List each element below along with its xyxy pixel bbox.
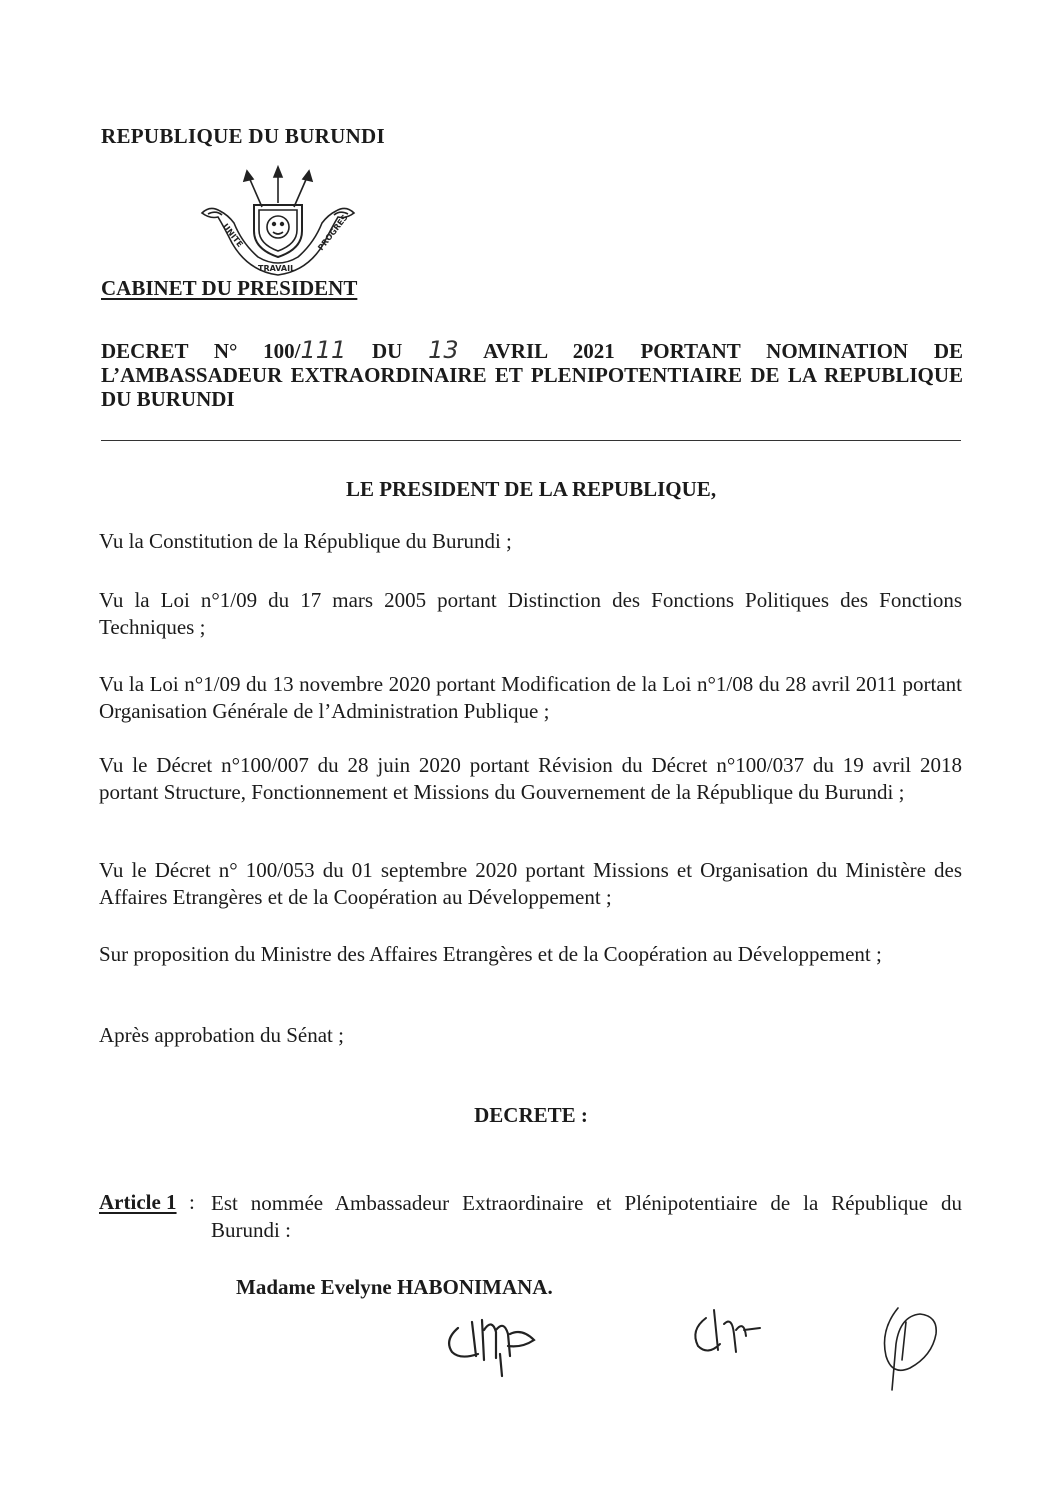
article-1-colon: : bbox=[189, 1190, 195, 1214]
decree-number-handwritten: 111 bbox=[300, 336, 347, 364]
consideration-2: Vu la Loi n°1/09 du 17 mars 2005 portant Distinction des Fonctions Politiques des Fonctions Techniques ; bbox=[99, 588, 962, 639]
article-1-text: Est nommée Ambassadeur Extraordinaire et Plénipotentiaire de la République du Burundi : bbox=[211, 1191, 962, 1242]
consideration-5: Vu le Décret n° 100/053 du 01 septembre 2020 portant Missions et Organisation du Ministère des Affaires Etrangères et de la Coopération au Développement ; bbox=[99, 858, 962, 909]
decree-title bbox=[101, 338, 963, 411]
decrete-heading: DECRETE : bbox=[474, 1103, 588, 1127]
motto-unite: UNITE bbox=[220, 222, 245, 249]
signature-3-icon bbox=[870, 1300, 946, 1396]
motto-progres: PROGRES bbox=[316, 213, 350, 253]
cabinet-heading: CABINET DU PRESIDENT bbox=[101, 276, 358, 300]
consideration-3: Vu la Loi n°1/09 du 13 novembre 2020 portant Modification de la Loi n°1/08 du 28 avril 2011 portant Organisation Générale de l’Administration Publique ; bbox=[99, 672, 962, 723]
title-divider bbox=[101, 440, 961, 441]
decree-title-suffix: AVRIL 2021 PORTANT NOMINATION DE L’AMBASSADEUR EXTRAORDINAIRE ET PLENIPOTENTIAIRE DE LA REPUBLIQUE DU BURUNDI bbox=[101, 339, 963, 411]
coat-of-arms-icon bbox=[198, 165, 358, 283]
motto-travail: TRAVAIL bbox=[258, 264, 296, 273]
consideration-4: Vu le Décret n°100/007 du 28 juin 2020 portant Révision du Décret n°100/037 du 19 avril 2018 portant Structure, Fonctionnement et Missions du Gouvernement de la République du Burundi ; bbox=[99, 753, 962, 804]
president-heading: LE PRESIDENT DE LA REPUBLIQUE, bbox=[345, 477, 717, 501]
article-1-label: Article 1 bbox=[99, 1190, 177, 1214]
decree-title-prefix: DECRET N° 100/ bbox=[101, 339, 301, 363]
consideration-7: Après approbation du Sénat ; bbox=[99, 1023, 344, 1047]
consideration-1: Vu la Constitution de la République du Burundi ; bbox=[99, 529, 512, 553]
decree-title-mid: DU bbox=[346, 339, 429, 363]
nominee-name: Madame Evelyne HABONIMANA. bbox=[236, 1275, 553, 1299]
signature-1-icon bbox=[438, 1300, 550, 1380]
consideration-6: Sur proposition du Ministre des Affaires Etrangères et de la Coopération au Développement ; bbox=[99, 942, 882, 966]
republic-header: REPUBLIQUE DU BURUNDI bbox=[101, 124, 385, 148]
decree-day-handwritten: 13 bbox=[428, 336, 459, 364]
signature-2-icon bbox=[684, 1300, 764, 1370]
